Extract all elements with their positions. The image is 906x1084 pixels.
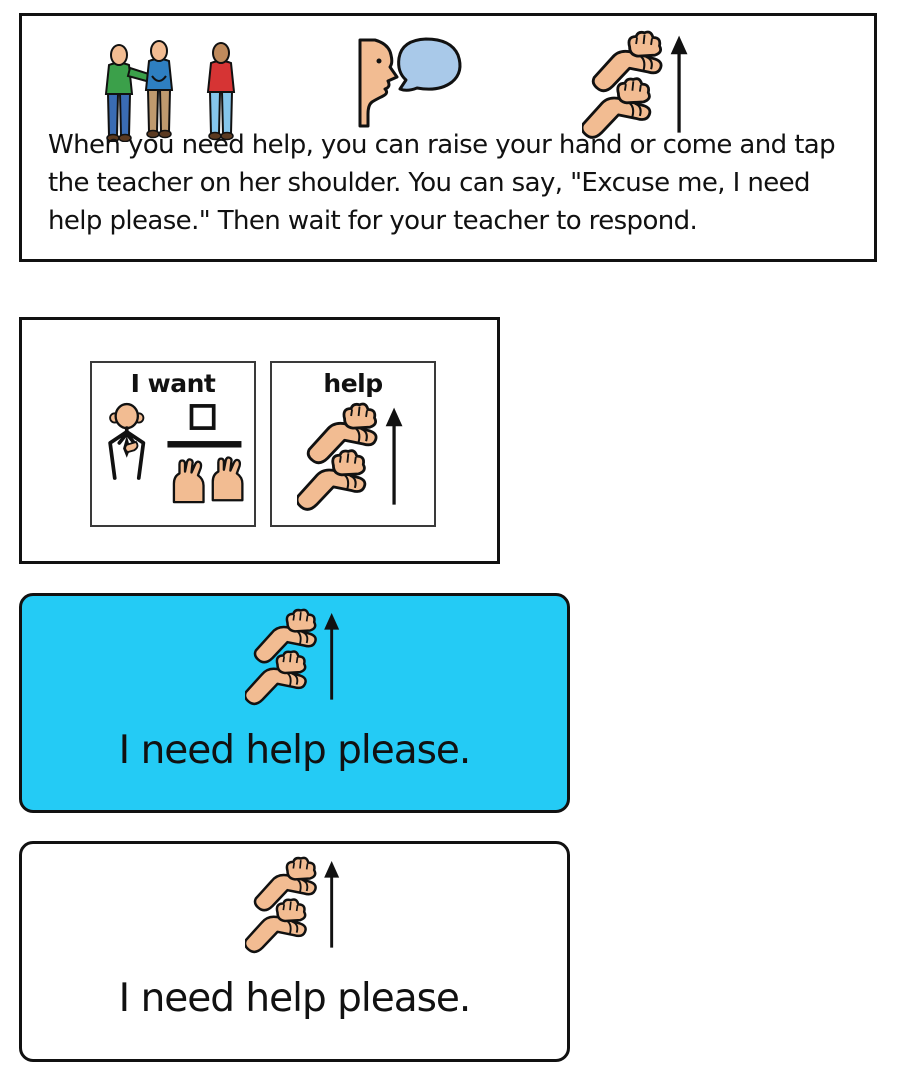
instruction-line: the teacher on her shoulder. You can say, "Excuse me, I need	[48, 168, 810, 198]
response-text: I need help please.	[118, 728, 471, 773]
help-sign-icon	[245, 606, 345, 710]
symbol-card-help[interactable]	[270, 361, 436, 527]
symbol-card-label: I want	[130, 369, 216, 398]
i-want-symbol-icon	[99, 402, 247, 506]
instruction-box	[19, 13, 877, 262]
instruction-line: When you need help, you can raise your hand or come and tap	[48, 130, 836, 160]
help-sign-icon	[245, 854, 345, 958]
response-card-plain[interactable]	[19, 841, 570, 1062]
response-text: I need help please.	[118, 976, 471, 1021]
say-icon	[357, 36, 469, 128]
instruction-line: help please." Then wait for your teacher to respond.	[48, 206, 698, 236]
instruction-text	[48, 126, 858, 240]
sentence-strip	[19, 317, 500, 564]
symbol-card-i-want[interactable]	[90, 361, 256, 527]
help-sign-icon	[297, 400, 409, 516]
symbol-card-label: help	[323, 369, 383, 398]
response-card-highlighted[interactable]	[19, 593, 570, 813]
